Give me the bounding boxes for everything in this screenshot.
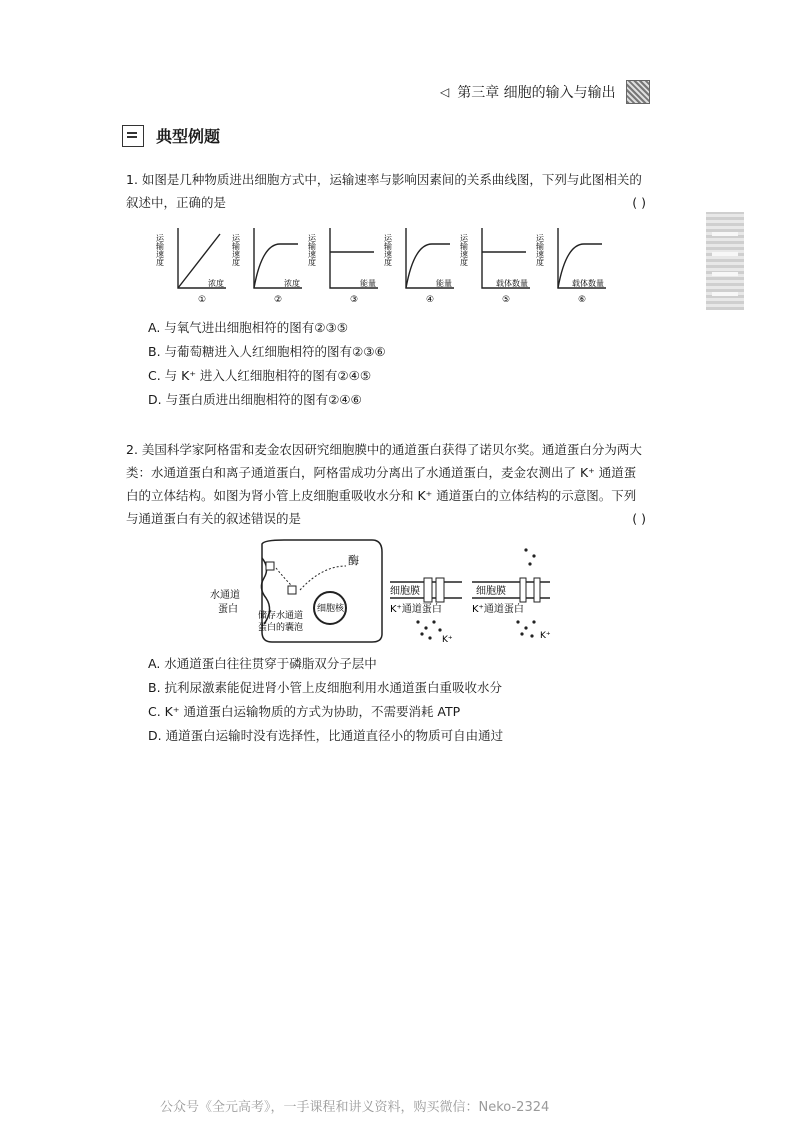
q1-graph-ylabel: 运输速度 <box>155 234 165 266</box>
q1-graph-3 <box>307 228 379 305</box>
question-2 <box>126 438 646 530</box>
k-channel-2-label: K⁺通道蛋白 <box>472 604 524 615</box>
q1-graph-1 <box>155 228 227 305</box>
question-1 <box>126 168 646 214</box>
q1-graph-ylabel: 运输速度 <box>459 234 469 266</box>
q2-stem: 2. 美国科学家阿格雷和麦金农因研究细胞膜中的通道蛋白获得了诺贝尔奖。通道蛋白分为两大类：水通道蛋白和离子通道蛋白，阿格雷成功分离出了水通道蛋白，麦金农测出了 K⁺ 通道蛋白的立体结构。如图为肾小管上皮细胞重吸收水分和 K⁺ 通道蛋白的立体结构的示意图。下列与通道蛋白有关的叙述错误的是 <box>126 442 642 526</box>
q2-diagram <box>204 538 564 646</box>
q2-option-d[interactable]: D. 通道蛋白运输时没有选择性，比通道直径小的物质可自由通过 <box>148 728 504 743</box>
q1-graph-5 <box>459 228 531 305</box>
enzyme-label: 酶 <box>348 554 359 567</box>
q1-graph-xlabel: 浓度 <box>284 279 300 288</box>
membrane-1-label: 细胞膜 <box>390 586 420 597</box>
side-tab-decoration <box>706 212 744 310</box>
q1-graph-xlabel: 载体数量 <box>572 279 604 288</box>
q1-option-c[interactable]: C. 与 K⁺ 进入人红细胞相符的图有②④⑤ <box>148 368 372 383</box>
enzyme-path-arrow <box>300 566 346 590</box>
vesicle-label-1: 储存水通道 <box>258 611 304 621</box>
q2-option-a[interactable]: A. 水通道蛋白往往贯穿于磷脂双分子层中 <box>148 656 377 671</box>
q1-graph-xlabel: 能量 <box>436 279 452 288</box>
example-icon <box>122 125 144 147</box>
q2-option-b[interactable]: B. 抗利尿激素能促进肾小管上皮细胞利用水通道蛋白重吸收水分 <box>148 680 503 695</box>
page-header <box>440 80 660 104</box>
k-ions-1 <box>416 620 441 639</box>
q1-graph-2 <box>231 228 303 305</box>
header-arrow: ◁ <box>440 85 450 99</box>
k-channel-1-right <box>436 578 444 602</box>
k-channel-2-left <box>520 578 526 602</box>
q1-graph-ylabel: 运输速度 <box>383 234 393 266</box>
q1-graph-6 <box>535 228 607 305</box>
q1-graph-ylabel: 运输速度 <box>307 234 317 266</box>
water-channel-label-2: 蛋白 <box>218 604 238 615</box>
footer-watermark: 公众号《全元高考》，一手课程和讲义资料，购买微信：Neko-2324 <box>160 1100 550 1115</box>
section-heading <box>122 124 220 147</box>
k-channel-1-left <box>424 578 432 602</box>
q1-graph-xlabel: 浓度 <box>208 279 224 288</box>
q1-option-b[interactable]: B. 与葡萄糖进入人红细胞相符的图有②③⑥ <box>148 344 386 359</box>
q1-graph-number: ⑥ <box>577 295 587 305</box>
q1-graph-ylabel: 运输速度 <box>231 234 241 266</box>
k-channel-2-right <box>534 578 540 602</box>
q1-graph-number: ⑤ <box>501 295 511 305</box>
q1-graph-number: ① <box>197 295 207 305</box>
membrane-2-label: 细胞膜 <box>476 586 506 597</box>
qr-code-icon <box>626 80 650 104</box>
water-channel-protein-2 <box>288 586 296 594</box>
q2-answer-bracket: ( ) <box>632 511 646 526</box>
k-ion-2-label: K⁺ <box>540 631 551 641</box>
q1-graph-number: ③ <box>349 295 359 305</box>
q1-graph-xlabel: 载体数量 <box>496 279 528 288</box>
q1-graph-number: ④ <box>425 295 435 305</box>
q2-option-c[interactable]: C. K⁺ 通道蛋白运输物质的方式为协助，不需要消耗 ATP <box>148 704 461 719</box>
q1-graph-ylabel: 运输速度 <box>535 234 545 266</box>
q1-graph-4 <box>383 228 455 305</box>
nucleus-label: 细胞核 <box>317 604 345 614</box>
vesicle-path-arrow <box>276 568 292 586</box>
k-channel-1-label: K⁺通道蛋白 <box>390 604 442 615</box>
q1-graphs <box>150 222 610 306</box>
chapter-title: 第三章 细胞的输入与输出 <box>457 85 616 101</box>
q1-answer-bracket: ( ) <box>632 195 646 210</box>
q1-stem: 1. 如图是几种物质进出细胞方式中，运输速率与影响因素间的关系曲线图，下列与此图相关的叙述中，正确的是 <box>126 172 642 210</box>
vesicle-label-2: 蛋白的囊泡 <box>258 623 304 633</box>
q1-option-d[interactable]: D. 与蛋白质进出细胞相符的图有②④⑥ <box>148 392 362 407</box>
q1-graph-xlabel: 能量 <box>360 279 376 288</box>
water-channel-protein-1 <box>266 562 274 570</box>
q1-option-a[interactable]: A. 与氧气进出细胞相符的图有②③⑤ <box>148 320 348 335</box>
q2-options <box>148 652 648 748</box>
q1-options <box>148 316 648 412</box>
q1-graph-number: ② <box>273 295 283 305</box>
k-ion-1-label: K⁺ <box>442 635 453 645</box>
water-channel-label-1: 水通道 <box>210 590 240 601</box>
section-title: 典型例题 <box>156 127 221 146</box>
